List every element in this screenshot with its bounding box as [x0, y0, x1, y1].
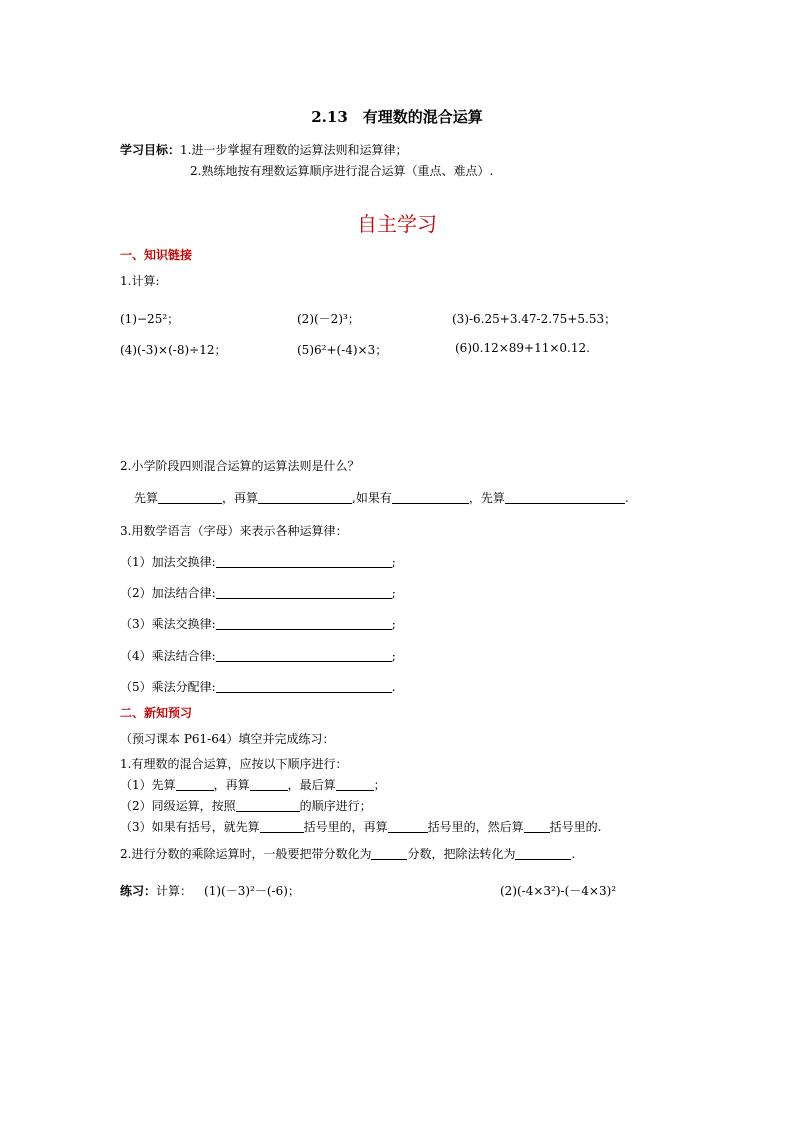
rule-1-3 — [120, 818, 602, 835]
q3-item-label: （5）乘法分配律: — [120, 680, 216, 694]
q1-item-4: (4)(-3)×(-8)÷12； — [120, 343, 227, 357]
q3-item-label: （3）乘法交换律: — [120, 617, 216, 631]
q3-item-end: ; — [391, 649, 396, 663]
blank-field[interactable] — [216, 555, 392, 568]
text: 括号里的. — [549, 820, 602, 834]
blank-field[interactable] — [236, 799, 300, 812]
text: ，再算 — [213, 778, 250, 792]
blank-field[interactable] — [515, 847, 571, 860]
q3-item-end: ; — [391, 555, 396, 569]
learning-goals — [120, 141, 407, 158]
q1-label: 1.计算: — [120, 274, 160, 288]
text: （3）如果有括号，就先算 — [120, 820, 260, 834]
practice-item-2: (2)(-4×3²)-(－4×3)² — [500, 884, 617, 898]
text: 的顺序进行； — [299, 799, 372, 813]
q1-item-5: (5)6²+(-4)×3； — [297, 343, 388, 357]
q3-item-2 — [120, 584, 396, 601]
q3-label: 3.用数学语言（字母）来表示各种运算律： — [120, 524, 348, 538]
text: （2）同级运算，按照 — [120, 799, 236, 813]
blank-field[interactable] — [505, 491, 625, 504]
q3-item-label: （1）加法交换律: — [120, 555, 216, 569]
blank-field[interactable] — [524, 820, 550, 833]
rule-1-1 — [120, 776, 386, 793]
blank-field[interactable] — [388, 820, 428, 833]
blank-field[interactable] — [216, 680, 392, 693]
q3-item-end: ; — [391, 586, 396, 600]
goal-item-1: 1.进一步掌握有理数的运算法则和运算律； — [180, 143, 408, 157]
rule-1: 1.有理数的混合运算，应按以下顺序进行： — [120, 757, 348, 771]
page-title: 2.13 有理数的混合运算 — [311, 108, 483, 126]
blank-field[interactable] — [158, 491, 222, 504]
blank-field[interactable] — [216, 649, 392, 662]
q3-item-3 — [120, 615, 396, 632]
q2-text-b: ，再算 — [222, 491, 259, 505]
q3-item-4 — [120, 647, 396, 664]
text: 括号里的，再算 — [303, 820, 388, 834]
q3-item-label: （4）乘法结合律: — [120, 649, 216, 663]
q3-item-end: ; — [391, 617, 396, 631]
rule-2 — [120, 845, 575, 862]
part1-heading: 一、知识链接 — [120, 248, 193, 262]
part2-intro: （预习课本 P61-64）填空并完成练习： — [120, 732, 335, 746]
blank-field[interactable] — [216, 586, 392, 599]
q3-item-5 — [120, 678, 396, 695]
q1-item-2: (2)(－2)³； — [297, 312, 360, 326]
q3-item-end: . — [391, 680, 396, 694]
q1-item-3: (3)-6.25+3.47-2.75+5.53； — [452, 312, 617, 326]
q2-text-e: . — [624, 491, 629, 505]
q2-text-a: 先算 — [134, 491, 159, 505]
text: ，最后算 — [287, 778, 336, 792]
blank-field[interactable] — [250, 778, 288, 791]
goal-item-2: 2.熟练地按有理数运算顺序进行混合运算（重点、难点）. — [190, 164, 494, 178]
rule-1-2 — [120, 797, 372, 814]
blank-field[interactable] — [371, 847, 407, 860]
text: ； — [373, 778, 386, 792]
blank-field[interactable] — [392, 491, 469, 504]
blank-field[interactable] — [216, 617, 392, 630]
practice-text: 计算： — [156, 884, 193, 898]
practice-item-1: (1)(－3)²－(-6)； — [204, 884, 300, 898]
blank-field[interactable] — [258, 491, 352, 504]
q2-text-d: ，先算 — [468, 491, 505, 505]
goals-label: 学习目标： — [120, 143, 181, 157]
q1-item-1: (1)−25²； — [120, 312, 180, 326]
practice — [120, 882, 300, 899]
blank-field[interactable] — [260, 820, 304, 833]
q2-label: 2.小学阶段四则混合运算的运算法则是什么？ — [120, 459, 360, 473]
section-title: 自主学习 — [357, 212, 437, 236]
q1-item-6: (6)0.12×89+11×0.12. — [455, 341, 590, 355]
q2-text-c: ,如果有 — [352, 491, 392, 505]
part2-heading: 二、新知预习 — [120, 706, 193, 720]
q3-item-1 — [120, 553, 396, 570]
q2-fill-line — [134, 489, 629, 506]
text: 2.进行分数的乘除运算时，一般要把带分数化为 — [120, 847, 372, 861]
practice-label: 练习： — [120, 884, 157, 898]
text: . — [571, 847, 576, 861]
text: 括号里的，然后算 — [427, 820, 524, 834]
text: （1）先算 — [120, 778, 176, 792]
blank-field[interactable] — [336, 778, 374, 791]
blank-field[interactable] — [176, 778, 214, 791]
q3-item-label: （2）加法结合律: — [120, 586, 216, 600]
text: 分数，把除法转化为 — [407, 847, 516, 861]
